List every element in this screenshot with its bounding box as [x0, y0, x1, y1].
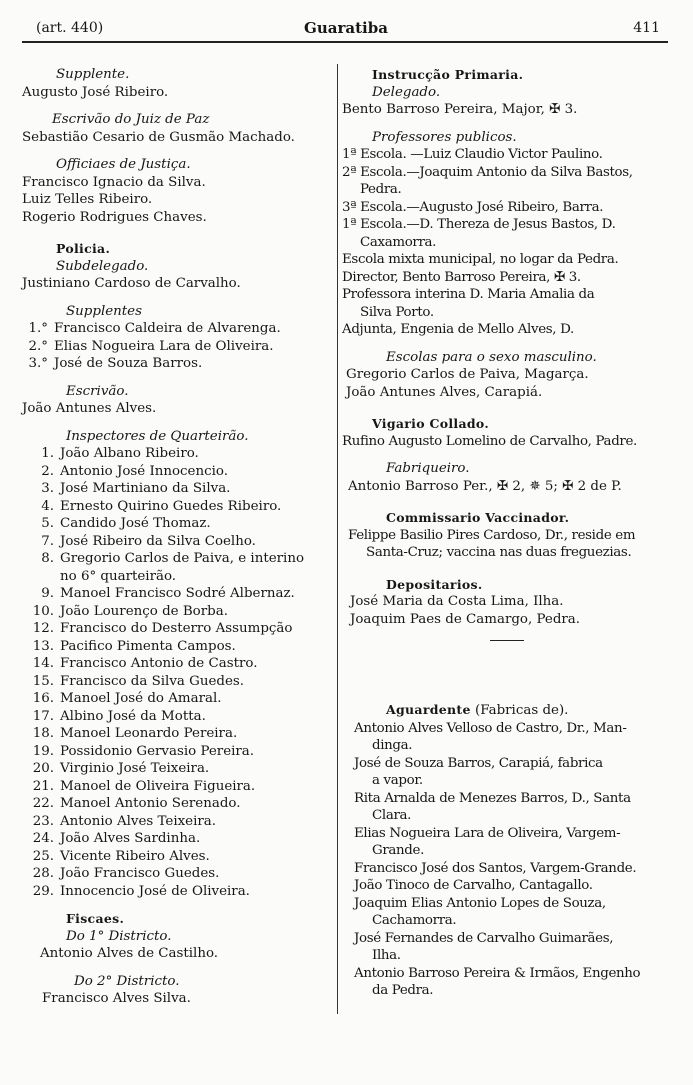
item-number: 18. — [32, 726, 54, 741]
item-number: 28. — [32, 866, 54, 881]
item-continuation: no 6° quarteirão. — [60, 568, 177, 584]
delegado-heading: Delegado. — [372, 84, 441, 100]
item-name: Virginio José Teixeira. — [60, 761, 210, 776]
item-number: 23. — [32, 813, 54, 829]
list-item: João Antunes Alves, Carapiá. — [346, 384, 543, 400]
list-item — [22, 320, 334, 338]
item-number: 22. — [32, 796, 54, 811]
list-item: Francisco Ignacio da Silva. — [22, 174, 206, 190]
list-item — [22, 655, 334, 673]
item-name: Antonio José Innocencio. — [60, 463, 228, 479]
item-name: Manoel de Oliveira Figueira. — [60, 778, 256, 794]
distr1-heading: Do 1° Districto. — [66, 928, 172, 944]
list-item — [22, 673, 334, 691]
item-number: 16. — [32, 691, 54, 706]
aguardente-subtitle: (Fabricas de). — [470, 703, 569, 718]
list-item: Antonio Barroso Pereira & Irmãos, Engenho — [354, 965, 641, 981]
list-item — [22, 550, 334, 568]
right-column — [342, 66, 666, 1000]
item-number: 4. — [41, 498, 54, 514]
item-continuation: Grande. — [372, 843, 425, 858]
escrivao-name: João Antunes Alves. — [22, 401, 157, 416]
item-name: Antonio Alves Teixeira. — [60, 813, 217, 829]
supplentes-list — [22, 320, 334, 373]
list-item — [22, 498, 334, 516]
item-name: Possidonio Gervasio Pereira. — [60, 743, 255, 759]
list-item: Joaquim Elias Antonio Lopes de Souza, — [354, 895, 606, 911]
list-item — [22, 760, 334, 778]
supplente-name: Augusto José Ribeiro. — [22, 84, 169, 100]
officiaes-list — [22, 174, 334, 227]
list-item: 3ª Escola.—Augusto José Ribeiro, Barra. — [342, 199, 604, 215]
subdelegado-name: Justiniano Cardoso de Carvalho. — [22, 276, 241, 291]
list-item — [22, 865, 334, 883]
escrivao-juiz-name: Sebastião Cesario de Gusmão Machado. — [22, 129, 295, 145]
list-item — [22, 585, 334, 603]
item-continuation: da Pedra. — [372, 983, 434, 998]
professores-heading: Professores publicos. — [372, 129, 517, 145]
list-item — [22, 795, 334, 813]
fiscaes-heading: Fiscaes. — [66, 911, 125, 926]
aguardente-title: Aguardente — [386, 702, 471, 717]
list-item: Luiz Telles Ribeiro. — [22, 192, 153, 207]
item-continuation: Caxamorra. — [360, 234, 437, 250]
item-name: João Albano Ribeiro. — [60, 446, 199, 461]
officiaes-heading: Officiaes de Justiça. — [56, 157, 191, 172]
list-item: Gregorio Carlos de Paiva, Magarça. — [346, 367, 589, 382]
item-number: 2. — [41, 463, 54, 479]
list-item — [22, 463, 334, 481]
item-name: Manoel José do Amaral. — [60, 691, 222, 706]
item-name: Candido José Thomaz. — [60, 516, 211, 531]
item-number: 29. — [32, 883, 54, 899]
item-continuation: a vapor. — [372, 773, 423, 788]
item-number: 14. — [32, 656, 54, 671]
list-item — [22, 603, 334, 621]
item-number: 25. — [32, 848, 54, 864]
list-item: Francisco José dos Santos, Vargem-Grande. — [354, 860, 637, 876]
list-item — [22, 708, 334, 726]
column-divider — [337, 64, 338, 1014]
item-name: Manoel Leonardo Pereira. — [60, 726, 238, 741]
supplente-heading: Supplente. — [56, 67, 130, 82]
depositarios-heading: Depositarios. — [386, 576, 483, 592]
vigario-name: Rufino Augusto Lomelino de Carvalho, Padre. — [342, 433, 637, 449]
item-continuation: Cachamorra. — [372, 913, 457, 928]
policia-heading: Policia. — [56, 241, 111, 256]
left-column — [22, 66, 334, 1008]
list-item — [22, 480, 334, 498]
item-name: Albino José da Motta. — [60, 708, 206, 724]
item-number: 15. — [32, 673, 54, 689]
list-item: Rogerio Rodrigues Chaves. — [22, 209, 207, 225]
item-number: 13. — [32, 638, 54, 654]
item-number: 12. — [32, 621, 54, 636]
list-item: José de Souza Barros, Carapiá, fabrica — [354, 755, 603, 771]
fabriqueiro-heading: Fabriqueiro. — [386, 461, 470, 476]
list-item — [22, 743, 334, 761]
item-name: João Alves Sardinha. — [60, 831, 201, 846]
item-continuation: Ilha. — [372, 948, 401, 963]
instrucao-heading: Instrucção Primaria. — [372, 67, 524, 82]
item-name: Francisco da Silva Guedes. — [60, 673, 244, 689]
item-number: 21. — [32, 778, 54, 794]
list-item — [22, 515, 334, 533]
inspectores-heading: Inspectores de Quarteirão. — [66, 428, 249, 444]
item-number: 1. — [41, 446, 54, 461]
item-name: Vicente Ribeiro Alves. — [60, 848, 210, 864]
item-continuation: Pedra. — [360, 182, 402, 197]
list-item: Antonio Alves Velloso de Castro, Dr., Man- — [354, 720, 627, 736]
list-item — [22, 848, 334, 866]
item-name: Innocencio José de Oliveira. — [60, 883, 250, 899]
list-item — [22, 638, 334, 656]
delegado-name: Bento Barroso Pereira, Major, ✠ 3. — [342, 102, 578, 117]
list-item: Rita Arnalda de Menezes Barros, D., Santa — [354, 790, 631, 806]
item-name: Francisco do Desterro Assumpção — [60, 621, 293, 636]
item-name: Francisco Caldeira de Alvarenga. — [54, 321, 281, 336]
inspectores-list — [22, 445, 334, 900]
item-number: 5. — [41, 516, 54, 531]
list-item — [22, 690, 334, 708]
vigario-heading: Vigario Collado. — [372, 416, 489, 431]
list-item: José Fernandes de Carvalho Guimarães, — [354, 930, 614, 946]
list-item — [22, 338, 334, 356]
page-title: Guaratiba — [304, 19, 388, 37]
list-item: João Tinoco de Carvalho, Cantagallo. — [354, 878, 593, 893]
header-rule — [22, 41, 668, 43]
item-number: 3.° — [28, 356, 48, 371]
list-item — [22, 883, 334, 901]
escolas-heading: Escolas para o sexo masculino. — [386, 349, 597, 365]
list-item — [22, 620, 334, 638]
professores-list — [342, 146, 666, 339]
list-item — [22, 813, 334, 831]
list-item: 1ª Escola. —Luiz Claudio Victor Paulino. — [342, 147, 603, 162]
page-header — [22, 18, 670, 40]
list-item: José Maria da Costa Lima, Ilha. — [350, 594, 564, 609]
item-continuation: dinga. — [372, 738, 413, 753]
distr2-heading: Do 2° Districto. — [74, 973, 180, 989]
item-name: João Lourenço de Borba. — [60, 603, 228, 619]
item-number: 24. — [32, 831, 54, 846]
list-item: 2ª Escola.—Joaquim Antonio da Silva Bastos, — [342, 164, 633, 180]
item-number: 19. — [32, 743, 54, 759]
list-item — [22, 533, 334, 551]
item-name: João Francisco Guedes. — [60, 866, 220, 881]
list-item — [22, 445, 334, 463]
item-number: 1.° — [28, 321, 48, 336]
item-name: Manoel Francisco Sodré Albernaz. — [60, 586, 295, 601]
list-item: 1ª Escola.—D. Thereza de Jesus Bastos, D. — [342, 217, 616, 232]
item-number: 8. — [41, 551, 54, 566]
item-name: José de Souza Barros. — [54, 356, 203, 371]
aguardente-heading — [342, 701, 666, 720]
list-item: Escola mixta municipal, no logar da Pedra. — [342, 252, 619, 267]
supplentes-heading: Supplentes — [66, 303, 142, 319]
list-item — [22, 830, 334, 848]
item-number: 20. — [32, 761, 54, 776]
list-item: Director, Bento Barroso Pereira, ✠ 3. — [342, 269, 581, 285]
list-item: Adjunta, Engenia de Mello Alves, D. — [342, 322, 574, 337]
item-name: Gregorio Carlos de Paiva, e interino — [60, 551, 305, 566]
commissario-line2: Santa-Cruz; vaccina nas duas freguezias. — [366, 545, 632, 560]
item-name: Ernesto Quirino Guedes Ribeiro. — [60, 498, 282, 514]
list-item — [22, 355, 334, 373]
item-number: 7. — [41, 533, 54, 549]
item-name: Elias Nogueira Lara de Oliveira. — [54, 338, 274, 354]
item-continuation: Silva Porto. — [360, 304, 434, 320]
list-item: Joaquim Paes de Camargo, Pedra. — [350, 611, 581, 627]
item-number: 9. — [41, 586, 54, 601]
commissario-line1: Felippe Basilio Pires Cardoso, Dr., reside em — [348, 527, 636, 543]
item-number: 10. — [32, 603, 54, 619]
list-item: Professora interina D. Maria Amalia da — [342, 287, 595, 302]
item-name: José Ribeiro da Silva Coelho. — [60, 533, 256, 549]
item-name: Pacifico Pimenta Campos. — [60, 638, 236, 654]
item-number: 17. — [32, 708, 54, 724]
item-name: José Martiniano da Silva. — [60, 481, 231, 496]
aguardente-list — [342, 720, 666, 1000]
list-item — [22, 725, 334, 743]
item-name: Francisco Antonio de Castro. — [60, 656, 258, 671]
list-item: Elias Nogueira Lara de Oliveira, Vargem- — [354, 825, 621, 841]
item-number: 3. — [41, 481, 54, 496]
commissario-heading: Commissario Vaccinador. — [386, 510, 570, 525]
item-continuation: Clara. — [372, 808, 412, 823]
distr1-name: Antonio Alves de Castilho. — [40, 946, 219, 961]
article-ref: (art. 440) — [36, 20, 104, 36]
list-item — [22, 778, 334, 796]
depositarios-list — [342, 593, 666, 628]
page-number: 411 — [633, 20, 660, 36]
escolas-list — [342, 366, 666, 401]
fabriqueiro-name: Antonio Barroso Per., ✠ 2, ✵ 5; ✠ 2 de P. — [348, 478, 622, 494]
distr2-name: Francisco Alves Silva. — [42, 991, 191, 1006]
item-name: Manoel Antonio Serenado. — [60, 796, 241, 811]
subdelegado-heading: Subdelegado. — [56, 258, 149, 274]
escrivao-juiz-heading: Escrivão do Juiz de Paz — [52, 112, 210, 127]
escrivao-heading: Escrivão. — [66, 383, 129, 399]
item-number: 2.° — [28, 338, 48, 354]
